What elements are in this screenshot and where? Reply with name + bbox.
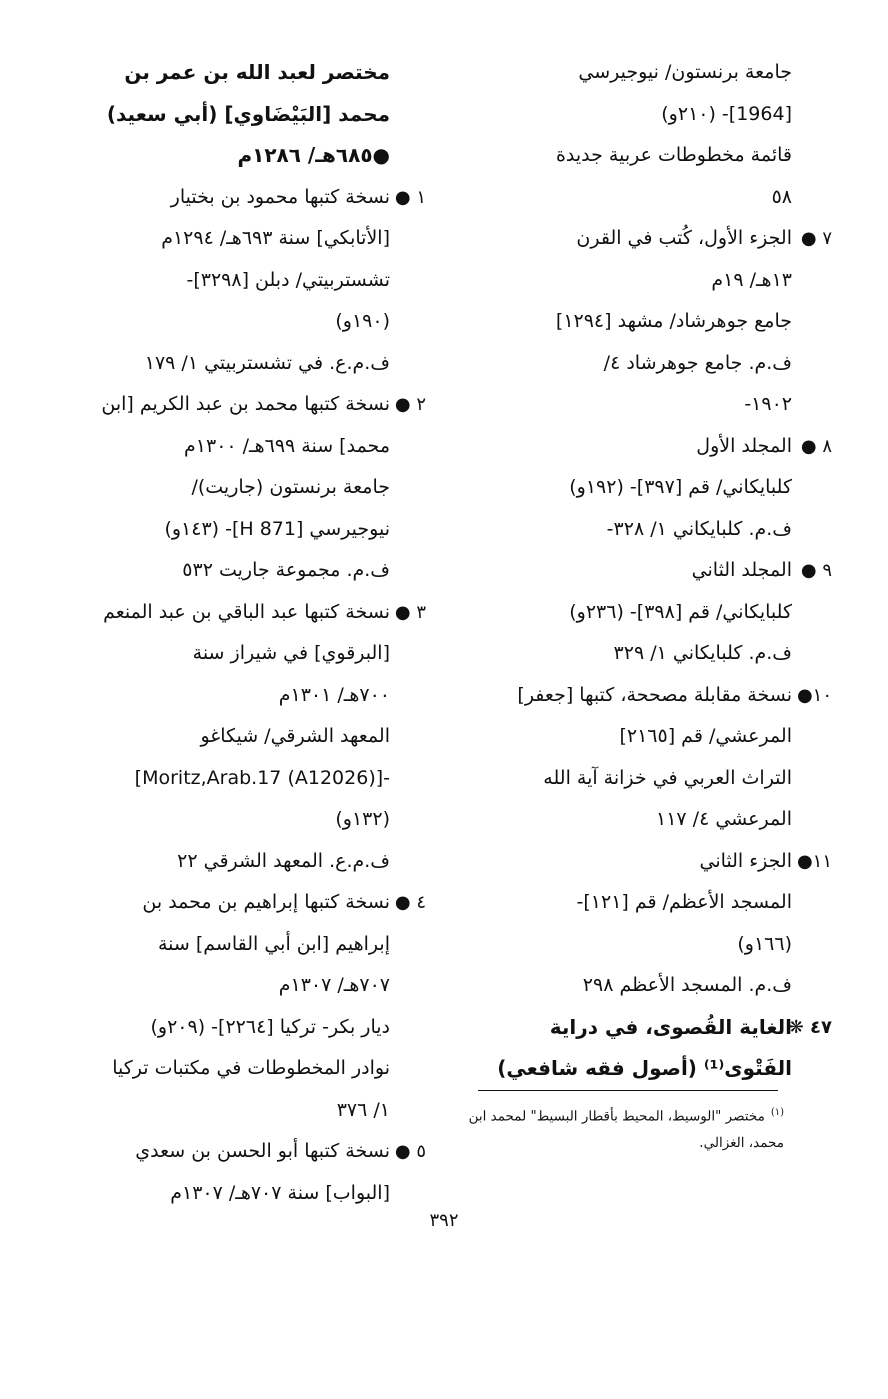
left-column-line bbox=[60, 1007, 390, 1049]
line-text: المرعشي ٤/ ١١٧ bbox=[656, 808, 792, 830]
line-text: محمد] سنة ٦٩٩هـ/ ١٣٠٠م bbox=[184, 434, 390, 457]
line-text: المسجد الأعظم/ قم [١٢١]- bbox=[576, 891, 792, 913]
left-column bbox=[60, 52, 426, 1214]
line-text: ف.م.ع. في تشستربيتي ١/ ١٧٩ bbox=[144, 351, 390, 374]
right-column-line bbox=[440, 509, 792, 551]
line-text: نسخة كتبها محمد بن عبد الكريم [ابن bbox=[101, 393, 390, 415]
right-column-line bbox=[440, 384, 792, 426]
line-text: نسخة كتبها إبراهيم بن محمد بن bbox=[142, 891, 390, 913]
right-column-line bbox=[440, 52, 792, 94]
right-column-line bbox=[440, 260, 792, 302]
left-column-line bbox=[60, 965, 390, 1007]
line-text: (١٣٢و) bbox=[335, 808, 390, 830]
right-column-line bbox=[440, 135, 792, 177]
line-text: ●٦٨٥هـ/ ١٢٨٦م bbox=[237, 143, 390, 167]
line-text: جامع جوهرشاد/ مشهد [١٢٩٤] bbox=[555, 310, 792, 332]
left-column-line bbox=[60, 509, 390, 551]
line-text: التراث العربي في خزانة آية الله bbox=[543, 766, 792, 789]
right-column-line bbox=[440, 758, 792, 800]
right-column-line bbox=[440, 1048, 792, 1090]
right-column-line bbox=[440, 633, 792, 675]
left-column-line bbox=[60, 1131, 426, 1173]
line-text: ف.م. كلبايكاني ١/ ٣٢٩ bbox=[613, 642, 792, 664]
footnote-rule bbox=[478, 1090, 778, 1091]
line-text: جامعة برنستون/ نيوجيرسي bbox=[578, 61, 792, 83]
line-text: (١٦٦و) bbox=[737, 932, 792, 955]
line-text: نسخة كتبها محمود بن بختيار bbox=[170, 185, 390, 208]
entry-number: ٥ ● bbox=[394, 1141, 426, 1162]
line-text: ف.م. جامع جوهرشاد ٤/ bbox=[603, 351, 792, 374]
right-column-line bbox=[440, 716, 792, 758]
line-text: ف.م.ع. المعهد الشرقي ٢٢ bbox=[177, 849, 390, 872]
line-text: قائمة مخطوطات عربية جديدة bbox=[555, 144, 792, 166]
entry-number: ٤ ● bbox=[394, 892, 426, 913]
left-column-line bbox=[60, 384, 426, 426]
line-text: ٧٠٠هـ/ ١٣٠١م bbox=[278, 683, 390, 706]
right-column-line bbox=[440, 675, 832, 717]
line-text: الفَتْوى⁽¹⁾ (أصول فقه شافعي) bbox=[497, 1056, 792, 1080]
line-text: المرعشي/ قم [٢١٦٥] bbox=[619, 725, 792, 747]
line-text: ١٣هـ/ ١٩م bbox=[711, 268, 792, 291]
line-text: -[(A12026) Moritz,Arab.17] bbox=[134, 766, 390, 789]
line-text: المجلد الأول bbox=[696, 434, 792, 457]
line-text: ف.م. مجموعة جاريت ٥٣٢ bbox=[182, 559, 390, 581]
right-column-line bbox=[440, 467, 792, 509]
line-text: إبراهيم [ابن أبي القاسم] سنة bbox=[157, 932, 390, 955]
line-text: الغاية القُصوى، في دراية bbox=[549, 1014, 792, 1039]
line-text: الجزء الثاني bbox=[699, 849, 792, 872]
right-column-line bbox=[440, 882, 792, 924]
left-column-line bbox=[60, 52, 390, 94]
left-column-line bbox=[60, 882, 426, 924]
entry-number: ٩ ● bbox=[800, 560, 832, 581]
line-text: كلبايكاني/ قم [٣٩٧]- (١٩٢و) bbox=[569, 476, 792, 498]
line-text: ف.م. كلبايكاني ١/ ٣٢٨- bbox=[606, 517, 792, 540]
footnote bbox=[454, 1100, 784, 1156]
line-text: نسخة كتبها عبد الباقي بن عبد المنعم bbox=[103, 600, 390, 623]
left-column-line bbox=[60, 177, 426, 219]
left-column-line bbox=[60, 1173, 390, 1215]
entry-number: ٢ ● bbox=[394, 394, 426, 415]
left-column-line bbox=[60, 260, 390, 302]
left-column-line bbox=[60, 675, 390, 717]
line-text: [البرقوي] في شيراز سنة bbox=[192, 642, 390, 664]
line-text: جامعة برنستون (جاريت)/ bbox=[191, 476, 390, 498]
right-column-line bbox=[440, 218, 832, 260]
left-column-line bbox=[60, 924, 390, 966]
entry-number: ٧ ● bbox=[800, 228, 832, 249]
entry-number: ١ ● bbox=[394, 186, 426, 208]
right-column-line bbox=[440, 177, 792, 219]
line-text: كلبايكاني/ قم [٣٩٨]- (٢٣٦و) bbox=[569, 600, 792, 623]
line-text: [1964]- (٢١٠و) bbox=[661, 102, 792, 125]
right-column-line bbox=[440, 343, 792, 385]
right-column-line bbox=[440, 426, 832, 468]
line-text: ف.م. المسجد الأعظم ٢٩٨ bbox=[582, 974, 792, 996]
left-column-line bbox=[60, 716, 390, 758]
left-column-line bbox=[60, 343, 390, 385]
right-column-line bbox=[440, 301, 792, 343]
line-text: نوادر المخطوطات في مكتبات تركيا bbox=[112, 1057, 390, 1079]
page-number: ٣٩٢ bbox=[429, 1210, 459, 1231]
left-column-line bbox=[60, 135, 390, 177]
left-column-line bbox=[60, 633, 390, 675]
entry-number: ٨ ● bbox=[800, 435, 832, 457]
left-column-line bbox=[60, 1048, 390, 1090]
line-text: نسخة مقابلة مصححة، كتبها [جعفر] bbox=[517, 683, 792, 706]
right-column-line bbox=[440, 965, 792, 1007]
entry-number: ١١● bbox=[796, 850, 832, 872]
left-column-line bbox=[60, 426, 390, 468]
left-column-line bbox=[60, 467, 390, 509]
right-column-line bbox=[440, 592, 792, 634]
left-column-line bbox=[60, 218, 390, 260]
left-column-line bbox=[60, 841, 390, 883]
entry-number: ١٠● bbox=[796, 684, 832, 706]
line-text: ٧٠٧هـ/ ١٣٠٧م bbox=[278, 974, 390, 996]
right-column-line bbox=[440, 841, 832, 883]
right-column-line bbox=[440, 1007, 832, 1049]
right-column-line bbox=[440, 924, 792, 966]
line-text: ١٩٠٢- bbox=[744, 393, 792, 415]
left-column-line bbox=[60, 550, 390, 592]
left-column-line bbox=[60, 301, 390, 343]
footnote-marker: (١) bbox=[770, 1107, 784, 1118]
entry-number: ٤٧ ❋ bbox=[788, 1016, 832, 1038]
footnote-text: مختصر "الوسيط، المحيط بأقطار البسيط" لمحمد ابن محمد، الغزالي. bbox=[468, 1108, 784, 1151]
line-text: ١/ ٣٧٦ bbox=[336, 1098, 390, 1121]
line-text: ٥٨ bbox=[771, 185, 792, 208]
line-text: نسخة كتبها أبو الحسن بن سعدي bbox=[135, 1140, 390, 1162]
line-text: ديار بكر- تركيا [٢٢٦٤]- (٢٠٩و) bbox=[150, 1015, 390, 1038]
left-column-line bbox=[60, 758, 390, 800]
left-column-line bbox=[60, 799, 390, 841]
line-text: الجزء الأول، كُتب في القرن bbox=[576, 227, 792, 249]
right-column bbox=[440, 52, 832, 1090]
line-text: نيوجيرسي [H 871]- (١٤٣و) bbox=[164, 517, 390, 540]
right-column-line bbox=[440, 799, 792, 841]
right-column-line bbox=[440, 94, 792, 136]
left-column-line bbox=[60, 1090, 390, 1132]
left-column-line bbox=[60, 592, 426, 634]
entry-number: ٣ ● bbox=[394, 601, 426, 623]
line-text: (١٩٠و) bbox=[335, 310, 390, 332]
left-column-line bbox=[60, 94, 390, 136]
line-text: [البواب] سنة ٧٠٧هـ/ ١٣٠٧م bbox=[170, 1181, 390, 1204]
line-text: المعهد الشرقي/ شيكاغو bbox=[200, 725, 390, 747]
line-text: مختصر لعبد الله بن عمر بن bbox=[124, 60, 390, 84]
right-column-line bbox=[440, 550, 832, 592]
line-text: محمد [البَيْضَاوي] (أبي سعيد) bbox=[106, 101, 390, 126]
line-text: المجلد الثاني bbox=[691, 559, 792, 581]
line-text: تشستربيتي/ دبلن [٣٢٩٨]- bbox=[186, 268, 390, 291]
line-text: [الأتابكي] سنة ٦٩٣هـ/ ١٢٩٤م bbox=[161, 227, 390, 249]
